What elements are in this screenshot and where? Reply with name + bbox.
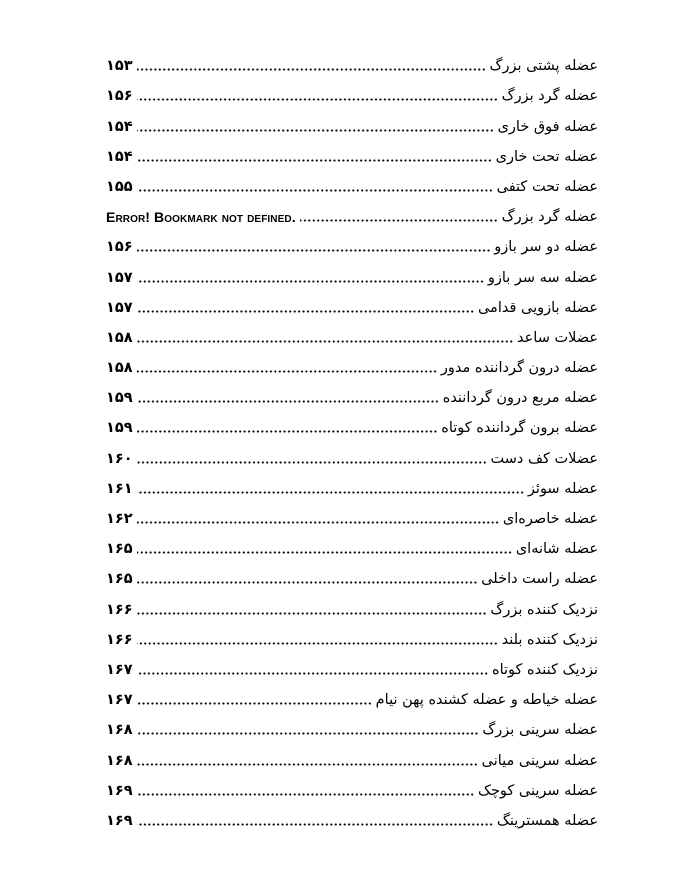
toc-title: عضله پشتی بزرگ	[489, 58, 598, 75]
toc-entry[interactable]	[106, 167, 598, 197]
toc-bookmark-error: Error! Bookmark not defined.	[106, 209, 296, 226]
toc-title: عضله گرد بزرگ	[501, 209, 598, 226]
toc-title: عضله درون گرداننده مدور	[440, 360, 598, 377]
toc-entry[interactable]	[106, 288, 598, 318]
toc-title: عضله دو سر بازو	[494, 239, 598, 256]
toc-title: عضله تحت کتفی	[496, 178, 598, 195]
dot-leader	[137, 98, 498, 101]
toc-entry[interactable]	[106, 318, 598, 348]
toc-page-number: ۱۵۸	[106, 329, 133, 346]
toc-entry[interactable]	[106, 771, 598, 801]
toc-title: نزدیک کننده بزرگ	[490, 601, 598, 618]
toc-page-number: ۱۵۵	[106, 178, 133, 195]
toc-page-number: ۱۵۷	[106, 299, 133, 316]
toc-entry[interactable]	[106, 469, 598, 499]
toc-title: عضله خاصره‌ای	[502, 511, 598, 527]
toc-entry[interactable]	[106, 529, 598, 559]
toc-page-number: ۱۵۹	[106, 390, 133, 407]
dot-leader	[137, 491, 524, 494]
dot-leader	[137, 702, 372, 705]
dot-leader	[137, 280, 484, 283]
toc-title: نزدیک کننده بلند	[501, 631, 598, 648]
toc-title: عضله سه سر بازو	[487, 269, 598, 286]
dot-leader	[137, 129, 494, 132]
toc-page-number: ۱۶۱	[106, 480, 133, 497]
toc-page-number: ۱۶۵	[106, 541, 133, 558]
toc-entry[interactable]	[106, 227, 598, 257]
dot-leader	[137, 400, 439, 403]
dot-leader	[137, 732, 479, 735]
toc-title: عضله سوئز	[527, 480, 598, 497]
toc-title: عضله همسترینگ	[496, 812, 598, 829]
toc-title: عضله بازویی قدامی	[477, 299, 598, 316]
dot-leader	[137, 68, 486, 71]
toc-entry[interactable]	[106, 348, 598, 378]
toc-title: عضله خیاطه و عضله کشنده پهن نیام	[375, 692, 598, 709]
toc-title: عضله سرینی بزرگ	[482, 722, 598, 739]
dot-leader	[137, 310, 474, 313]
toc-title: عضلات کف دست	[490, 450, 598, 467]
toc-title: عضلات ساعد	[517, 329, 598, 346]
toc-title: عضله سرینی میانی	[481, 752, 598, 769]
toc-entry[interactable]	[106, 378, 598, 408]
toc-entry[interactable]	[106, 559, 598, 589]
toc-title: نزدیک کننده کوتاه	[491, 661, 598, 678]
toc-page-number: ۱۶۵	[106, 571, 133, 588]
toc-page-number: ۱۵۳	[106, 58, 133, 75]
toc-page-number: ۱۶۰	[106, 450, 133, 467]
toc-page-number: ۱۵۹	[106, 420, 133, 437]
dot-leader	[137, 581, 478, 584]
toc-entry[interactable]	[106, 257, 598, 287]
dot-leader	[137, 793, 474, 796]
dot-leader	[137, 461, 487, 464]
toc-entry[interactable]	[106, 106, 598, 136]
dot-leader	[137, 672, 488, 675]
toc-page-number: ۱۵۸	[106, 360, 133, 377]
toc-page-number: ۱۶۶	[106, 601, 133, 618]
toc-entry[interactable]	[106, 650, 598, 680]
toc-entry[interactable]	[106, 76, 598, 106]
toc-page-number: ۱۶۶	[106, 631, 133, 648]
toc-page-number: ۱۶۸	[106, 722, 133, 739]
dot-leader	[137, 370, 437, 373]
dot-leader	[137, 551, 512, 554]
toc-page-number: ۱۵۷	[106, 269, 133, 286]
toc-entry[interactable]	[106, 620, 598, 650]
toc-entry[interactable]	[106, 801, 598, 831]
dot-leader	[137, 642, 498, 645]
toc-entry[interactable]	[106, 589, 598, 619]
dot-leader	[300, 219, 498, 222]
toc-page-number: ۱۶۷	[106, 661, 133, 678]
toc-page-number: ۱۶۹	[106, 782, 133, 799]
toc-entry[interactable]	[106, 408, 598, 438]
toc-title: عضله تحت خاری	[495, 148, 598, 165]
toc-entry[interactable]	[106, 197, 598, 227]
toc-title: عضله شانه‌ای	[515, 541, 598, 558]
dot-leader	[137, 430, 438, 433]
toc-page-number: ۱۵۶	[106, 88, 133, 105]
toc-page-number: ۱۶۹	[106, 812, 133, 829]
toc-entry[interactable]	[106, 137, 598, 167]
dot-leader	[137, 763, 478, 766]
toc-entry[interactable]	[106, 740, 598, 770]
toc-page-number: ۱۵۴	[106, 148, 133, 165]
toc-page-number: ۱۶۷	[106, 692, 133, 709]
toc-title: عضله مربع درون گرداننده	[442, 390, 598, 407]
toc-entry[interactable]	[106, 710, 598, 740]
dot-leader	[137, 823, 493, 826]
dot-leader	[137, 249, 491, 252]
dot-leader	[137, 340, 513, 343]
dot-leader	[137, 189, 493, 192]
toc-title: عضله گرد بزرگ	[501, 88, 598, 105]
toc-page-number: ۱۶۸	[106, 752, 133, 769]
toc-title: عضله فوق خاری	[497, 118, 598, 135]
toc-entry[interactable]	[106, 680, 598, 710]
dot-leader	[137, 159, 492, 162]
toc-page-number: ۱۵۶	[106, 239, 133, 256]
toc-entry[interactable]	[106, 46, 598, 76]
dot-leader	[137, 521, 499, 524]
toc-title: عضله راست داخلی	[481, 571, 598, 588]
toc-title: عضله سرینی کوچک	[477, 782, 598, 799]
toc-page-number: ۱۵۴	[106, 118, 133, 135]
toc-entry[interactable]	[106, 499, 598, 529]
toc-page-number: ۱۶۲	[106, 511, 133, 527]
table-of-contents	[106, 46, 598, 831]
toc-title: عضله برون گرداننده کوتاه	[441, 420, 598, 437]
toc-entry[interactable]	[106, 438, 598, 468]
dot-leader	[137, 612, 487, 615]
